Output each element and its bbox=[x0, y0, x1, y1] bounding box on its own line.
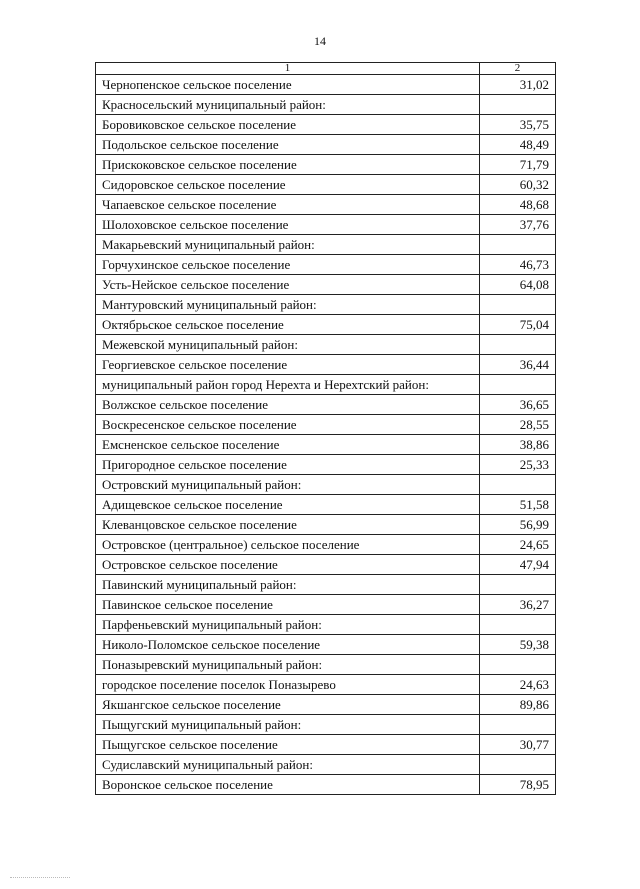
table-row bbox=[96, 195, 556, 215]
table-row bbox=[96, 275, 556, 295]
value-cell bbox=[480, 335, 556, 355]
settlement-name-cell: Усть-Нейское сельское поселение bbox=[96, 275, 480, 295]
table-row bbox=[96, 135, 556, 155]
table-row-district-heading bbox=[96, 655, 556, 675]
settlement-name-cell: Шолоховское сельское поселение bbox=[96, 215, 480, 235]
value-cell: 48,49 bbox=[480, 135, 556, 155]
value-cell bbox=[480, 615, 556, 635]
value-cell: 36,27 bbox=[480, 595, 556, 615]
column-header-1: 1 bbox=[96, 63, 480, 75]
table-row bbox=[96, 555, 556, 575]
table-row bbox=[96, 455, 556, 475]
table-row bbox=[96, 595, 556, 615]
settlement-name-cell: Воскресенское сельское поселение bbox=[96, 415, 480, 435]
settlement-name-cell: Павинское сельское поселение bbox=[96, 595, 480, 615]
value-cell: 59,38 bbox=[480, 635, 556, 655]
table-row-district-heading bbox=[96, 335, 556, 355]
table-row-district-heading bbox=[96, 375, 556, 395]
settlement-name-cell: Емсненское сельское поселение bbox=[96, 435, 480, 455]
settlement-name-cell: Подольское сельское поселение bbox=[96, 135, 480, 155]
settlement-name-cell: Волжское сельское поселение bbox=[96, 395, 480, 415]
settlement-name-cell: Георгиевское сельское поселение bbox=[96, 355, 480, 375]
value-cell bbox=[480, 95, 556, 115]
table-row bbox=[96, 635, 556, 655]
table-row bbox=[96, 115, 556, 135]
value-cell: 28,55 bbox=[480, 415, 556, 435]
table-row-district-heading bbox=[96, 295, 556, 315]
table-row bbox=[96, 695, 556, 715]
settlement-name-cell: Клеванцовское сельское поселение bbox=[96, 515, 480, 535]
value-cell: 36,65 bbox=[480, 395, 556, 415]
table-row bbox=[96, 535, 556, 555]
settlement-name-cell: Пыщугский муниципальный район: bbox=[96, 715, 480, 735]
value-cell bbox=[480, 375, 556, 395]
settlement-name-cell: Судиславский муниципальный район: bbox=[96, 755, 480, 775]
value-cell: 25,33 bbox=[480, 455, 556, 475]
table-row bbox=[96, 435, 556, 455]
settlement-name-cell: Макарьевский муниципальный район: bbox=[96, 235, 480, 255]
table-row bbox=[96, 675, 556, 695]
value-cell: 38,86 bbox=[480, 435, 556, 455]
table-row-district-heading bbox=[96, 615, 556, 635]
settlement-name-cell: Адищевское сельское поселение bbox=[96, 495, 480, 515]
value-cell: 24,63 bbox=[480, 675, 556, 695]
value-cell: 60,32 bbox=[480, 175, 556, 195]
value-cell: 35,75 bbox=[480, 115, 556, 135]
table-body bbox=[96, 63, 556, 795]
table-row-district-heading bbox=[96, 95, 556, 115]
settlement-name-cell: Октябрьское сельское поселение bbox=[96, 315, 480, 335]
settlement-name-cell: Боровиковское сельское поселение bbox=[96, 115, 480, 135]
table-row-district-heading bbox=[96, 755, 556, 775]
table-row bbox=[96, 515, 556, 535]
value-cell: 31,02 bbox=[480, 75, 556, 95]
value-cell: 37,76 bbox=[480, 215, 556, 235]
table-row-district-heading bbox=[96, 715, 556, 735]
value-cell bbox=[480, 235, 556, 255]
table-row bbox=[96, 355, 556, 375]
value-cell: 56,99 bbox=[480, 515, 556, 535]
value-cell: 78,95 bbox=[480, 775, 556, 795]
data-table bbox=[95, 62, 556, 795]
table-row-district-heading bbox=[96, 575, 556, 595]
table-row bbox=[96, 735, 556, 755]
footer-mark bbox=[10, 877, 70, 879]
table-row bbox=[96, 215, 556, 235]
settlement-name-cell: Чапаевское сельское поселение bbox=[96, 195, 480, 215]
table-row bbox=[96, 75, 556, 95]
settlement-name-cell: Пыщугское сельское поселение bbox=[96, 735, 480, 755]
value-cell bbox=[480, 655, 556, 675]
settlement-name-cell: Чернопенское сельское поселение bbox=[96, 75, 480, 95]
settlement-name-cell: Поназыревский муниципальный район: bbox=[96, 655, 480, 675]
settlement-name-cell: городское поселение поселок Поназырево bbox=[96, 675, 480, 695]
value-cell: 24,65 bbox=[480, 535, 556, 555]
table-row-district-heading bbox=[96, 475, 556, 495]
settlement-name-cell: Павинский муниципальный район: bbox=[96, 575, 480, 595]
value-cell: 71,79 bbox=[480, 155, 556, 175]
value-cell bbox=[480, 475, 556, 495]
settlement-name-cell: Якшангское сельское поселение bbox=[96, 695, 480, 715]
value-cell bbox=[480, 295, 556, 315]
table-row bbox=[96, 315, 556, 335]
value-cell: 36,44 bbox=[480, 355, 556, 375]
settlement-name-cell: Парфеньевский муниципальный район: bbox=[96, 615, 480, 635]
value-cell: 89,86 bbox=[480, 695, 556, 715]
page-number: 14 bbox=[314, 34, 326, 48]
value-cell bbox=[480, 575, 556, 595]
table-row bbox=[96, 155, 556, 175]
value-cell: 64,08 bbox=[480, 275, 556, 295]
value-cell bbox=[480, 715, 556, 735]
settlement-name-cell: Мантуровский муниципальный район: bbox=[96, 295, 480, 315]
table-row bbox=[96, 395, 556, 415]
table-row bbox=[96, 495, 556, 515]
value-cell: 51,58 bbox=[480, 495, 556, 515]
settlement-name-cell: Островский муниципальный район: bbox=[96, 475, 480, 495]
value-cell: 48,68 bbox=[480, 195, 556, 215]
value-cell bbox=[480, 755, 556, 775]
column-header-2: 2 bbox=[480, 63, 556, 75]
table-header-row bbox=[96, 63, 556, 75]
table-row bbox=[96, 775, 556, 795]
table-row-district-heading bbox=[96, 235, 556, 255]
settlement-name-cell: Пригородное сельское поселение bbox=[96, 455, 480, 475]
value-cell: 75,04 bbox=[480, 315, 556, 335]
value-cell: 47,94 bbox=[480, 555, 556, 575]
table-row bbox=[96, 175, 556, 195]
settlement-name-cell: Николо-Поломское сельское поселение bbox=[96, 635, 480, 655]
settlement-name-cell: Сидоровское сельское поселение bbox=[96, 175, 480, 195]
settlement-name-cell: Островское (центральное) сельское поселение bbox=[96, 535, 480, 555]
settlement-name-cell: Воронское сельское поселение bbox=[96, 775, 480, 795]
settlement-name-cell: Прискоковское сельское поселение bbox=[96, 155, 480, 175]
table-row bbox=[96, 255, 556, 275]
settlement-name-cell: Островское сельское поселение bbox=[96, 555, 480, 575]
settlement-name-cell: Красносельский муниципальный район: bbox=[96, 95, 480, 115]
settlement-name-cell: Межевской муниципальный район: bbox=[96, 335, 480, 355]
table-row bbox=[96, 415, 556, 435]
value-cell: 30,77 bbox=[480, 735, 556, 755]
settlement-name-cell: муниципальный район город Нерехта и Нерехтский район: bbox=[96, 375, 480, 395]
settlement-name-cell: Горчухинское сельское поселение bbox=[96, 255, 480, 275]
value-cell: 46,73 bbox=[480, 255, 556, 275]
